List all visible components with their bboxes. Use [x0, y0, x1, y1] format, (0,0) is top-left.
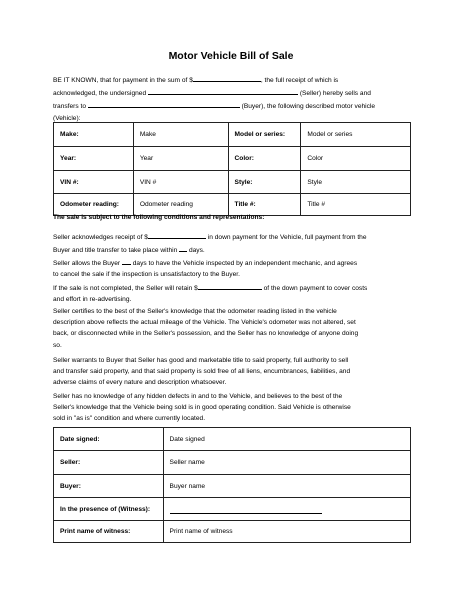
buyer-name-blank[interactable]: [88, 99, 240, 108]
odometer-certification-paragraph: [53, 306, 413, 351]
buyer-name-field[interactable]: Buyer name: [163, 475, 410, 498]
paragraph-line: sold in "as is" condition and where currently located.: [53, 415, 206, 423]
odometer-label: Odometer reading:: [54, 194, 134, 216]
seller-label: Seller:: [54, 451, 164, 475]
odometer-field[interactable]: Odometer reading: [133, 194, 228, 216]
paragraph-line: adverse claims of every nature and description whatsoever.: [53, 379, 227, 387]
document-title: Motor Vehicle Bill of Sale: [168, 50, 294, 62]
table-row: [54, 123, 411, 147]
intro-text: acknowledged, the undersigned: [53, 90, 147, 98]
transfer-days-blank[interactable]: [179, 243, 187, 252]
paragraph-line: and effort in re-advertising.: [53, 296, 132, 304]
paragraph-line: [53, 281, 413, 294]
paragraph-line: Seller certifies to the best of the Seller's knowledge that the odometer reading listed in the vehicle: [53, 308, 337, 315]
color-field[interactable]: Color: [301, 147, 411, 171]
model-field[interactable]: Model or series: [301, 123, 411, 147]
style-label: Style:: [228, 171, 301, 194]
paragraph-text: in down payment for the Vehicle, full payment from the: [207, 234, 367, 241]
buyer-label: Buyer:: [54, 475, 164, 498]
vin-field[interactable]: VIN #: [133, 171, 228, 194]
witness-print-label: Print name of witness:: [54, 521, 164, 543]
intro-text: transfers to: [53, 103, 86, 111]
make-label: Make:: [54, 123, 134, 147]
paragraph-line: [53, 230, 413, 243]
paragraph-text: Buyer and title transfer to take place within: [53, 247, 178, 255]
inspection-paragraph: [53, 256, 413, 280]
date-signed-field[interactable]: Date signed: [163, 428, 410, 451]
paragraph-text: Seller allows the Buyer: [53, 260, 121, 267]
paragraph-text: If the sale is not completed, the Seller will retain $: [53, 285, 198, 292]
table-row: [54, 171, 411, 194]
vehicle-table: [53, 122, 411, 216]
paragraph-text: days to have the Vehicle inspected by an independent mechanic, and agrees: [132, 260, 358, 267]
intro-text: (Buyer), the following described motor vehicle: [241, 103, 376, 111]
date-signed-label: Date signed:: [54, 428, 164, 451]
retained-amount-blank[interactable]: [198, 281, 262, 290]
table-row: [54, 428, 411, 451]
table-row: [54, 475, 411, 498]
seller-name-blank[interactable]: [148, 86, 298, 95]
paragraph-line: back, or disconnected while in the Seller's possession, and the Seller has no knowledge of anyone doing: [53, 330, 359, 338]
intro-text: BE IT KNOWN, that for payment in the sum of $: [53, 77, 193, 84]
paragraph-line: Seller has no knowledge of any hidden defects in and to the Vehicle, and believes to the best of the: [53, 393, 343, 400]
paragraph-line: Seller warrants to Buyer that Seller has good and marketable title to said property, full authority to sell: [53, 357, 349, 364]
intro-paragraph: [53, 73, 413, 124]
payment-sum-blank[interactable]: [193, 73, 261, 82]
paragraph-line: to cancel the sale if the inspection is unsatisfactory to the Buyer.: [53, 271, 240, 279]
table-row: [54, 521, 411, 543]
paragraph-text: Seller acknowledges receipt of $: [53, 234, 148, 241]
signature-table: [53, 427, 411, 543]
color-label: Color:: [228, 147, 301, 171]
year-field[interactable]: Year: [133, 147, 228, 171]
paragraph-line: and transfer said property, and that said property is sold free of all liens, encumbrances, liabilities, and: [53, 368, 351, 376]
paragraph-line: [53, 256, 413, 269]
conditions-heading: The sale is subject to the following conditions and representations:: [53, 214, 265, 221]
down-payment-paragraph: [53, 230, 413, 256]
witness-label: In the presence of (Witness):: [54, 498, 164, 521]
model-label: Model or series:: [228, 123, 301, 147]
witness-signature-line[interactable]: [170, 505, 322, 514]
paragraph-line: description above reflects the actual mileage of the Vehicle. The Vehicle's odometer was not altered, set: [53, 319, 356, 327]
table-row: [54, 451, 411, 475]
title-number-field[interactable]: Title #: [301, 194, 411, 216]
table-row: [54, 147, 411, 171]
make-field[interactable]: Make: [133, 123, 228, 147]
inspection-days-blank[interactable]: [122, 256, 131, 265]
intro-line-2: [53, 86, 413, 99]
intro-line-3: [53, 99, 413, 112]
witness-signature-cell: [163, 498, 410, 521]
year-label: Year:: [54, 147, 134, 171]
table-row: [54, 498, 411, 521]
title-warranty-paragraph: [53, 355, 413, 389]
seller-name-field[interactable]: Seller name: [163, 451, 410, 475]
style-field[interactable]: Style: [301, 171, 411, 194]
paragraph-text: of the down payment to cover costs: [263, 285, 368, 292]
paragraph-line: so.: [53, 341, 62, 349]
retention-paragraph: [53, 281, 413, 305]
down-payment-blank[interactable]: [148, 230, 206, 239]
intro-line-4: (Vehicle):: [53, 114, 81, 122]
as-is-paragraph: [53, 391, 413, 425]
paragraph-line: Seller's knowledge that the Vehicle being sold is in good operating condition. Said Vehicle is otherwise: [53, 404, 351, 412]
paragraph-line: [53, 243, 413, 256]
vin-label: VIN #:: [54, 171, 134, 194]
title-number-label: Title #:: [228, 194, 301, 216]
intro-text: , the full receipt of which is: [260, 77, 339, 84]
intro-line-1: [53, 73, 413, 86]
witness-print-name-field[interactable]: Print name of witness: [163, 521, 410, 543]
paragraph-text: days.: [188, 247, 205, 255]
intro-text: (Seller) hereby sells and: [299, 90, 371, 98]
